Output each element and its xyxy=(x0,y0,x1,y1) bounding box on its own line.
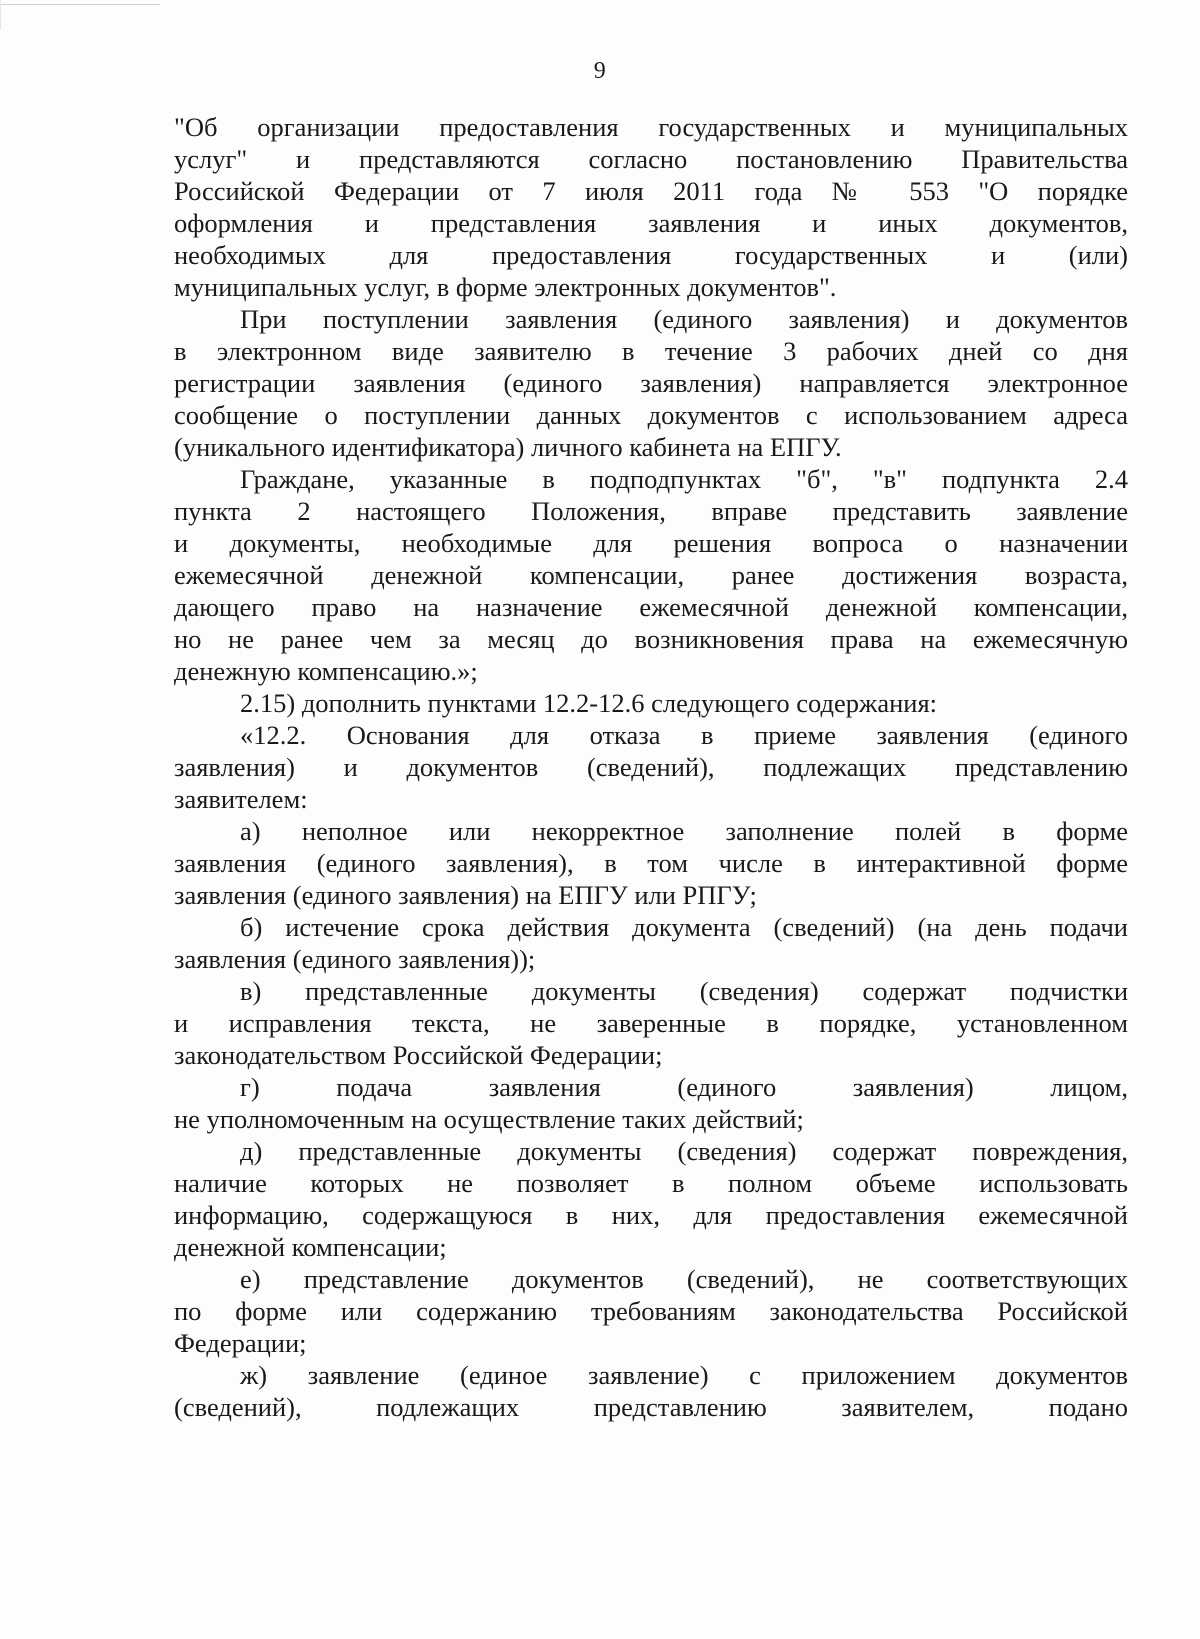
text-line: д) представленные документы (сведения) содержат повреждения, xyxy=(240,1136,1128,1166)
text-line: г) подача заявления (единого заявления) лицом, xyxy=(240,1072,1128,1102)
text-line: денежной компенсации; xyxy=(174,1232,447,1262)
text-line: е) представление документов (сведений), не соответствующих xyxy=(240,1264,1128,1294)
text-line: заявления (единого заявления), в том числе в интерактивной форме xyxy=(174,848,1128,878)
text-line: оформления и представления заявления и иных документов, xyxy=(174,208,1128,238)
text-line: заявления (единого заявления)); xyxy=(174,944,536,974)
text-line: ежемесячной денежной компенсации, ранее достижения возраста, xyxy=(174,560,1128,590)
text-line: ж) заявление (единое заявление) с приложением документов xyxy=(240,1360,1128,1390)
text-line: и исправления текста, не заверенные в порядке, установленном xyxy=(174,1008,1128,1038)
text-line: услуг" и представляются согласно постановлению Правительства xyxy=(174,144,1128,174)
text-line: сообщение о поступлении данных документов с использованием адреса xyxy=(174,400,1128,430)
text-line: Федерации; xyxy=(174,1328,307,1358)
text-line: информацию, содержащуюся в них, для предоставления ежемесячной xyxy=(174,1200,1128,1230)
text-line: по форме или содержанию требованиям законодательства Российской xyxy=(174,1296,1128,1326)
text-line: необходимых для предоставления государственных и (или) xyxy=(174,240,1128,270)
text-line: Российской Федерации от 7 июля 2011 года № 553 "О порядке xyxy=(174,176,1128,206)
text-line: б) истечение срока действия документа (сведений) (на день подачи xyxy=(240,912,1128,942)
scan-edge-mark xyxy=(0,4,160,5)
text-line: регистрации заявления (единого заявления) направляется электронное xyxy=(174,368,1128,398)
text-line: При поступлении заявления (единого заявления) и документов xyxy=(240,304,1128,334)
document-body xyxy=(174,111,1128,1423)
text-line: дающего право на назначение ежемесячной денежной компенсации, xyxy=(174,592,1128,622)
text-line: (уникального идентификатора) личного кабинета на ЕПГУ. xyxy=(174,432,842,462)
text-line: законодательством Российской Федерации; xyxy=(174,1040,663,1070)
text-line: а) неполное или некорректное заполнение полей в форме xyxy=(240,816,1128,846)
text-line: заявителем: xyxy=(174,784,308,814)
text-line: наличие которых не позволяет в полном объеме использовать xyxy=(174,1168,1128,1198)
text-line: в электронном виде заявителю в течение 3 рабочих дней со дня xyxy=(174,336,1128,366)
text-line: Граждане, указанные в подподпунктах "б", "в" подпункта 2.4 xyxy=(240,464,1128,494)
text-line: заявления (единого заявления) на ЕПГУ или РПГУ; xyxy=(174,880,757,910)
text-line: денежную компенсацию.»; xyxy=(174,656,478,686)
text-line: 2.15) дополнить пунктами 12.2-12.6 следующего содержания: xyxy=(240,688,938,718)
text-line: "Об организации предоставления государственных и муниципальных xyxy=(174,112,1128,142)
scan-edge-mark-vertical xyxy=(0,0,1,30)
text-line: (сведений), подлежащих представлению заявителем, подано xyxy=(174,1392,1128,1422)
text-line: муниципальных услуг, в форме электронных документов". xyxy=(174,272,837,302)
text-line: не уполномоченным на осуществление таких действий; xyxy=(174,1104,804,1134)
text-line: пункта 2 настоящего Положения, вправе представить заявление xyxy=(174,496,1128,526)
text-line: и документы, необходимые для решения вопроса о назначении xyxy=(174,528,1128,558)
text-line: «12.2. Основания для отказа в приеме заявления (единого xyxy=(240,720,1128,750)
text-line: в) представленные документы (сведения) содержат подчистки xyxy=(240,976,1128,1006)
page-number: 9 xyxy=(593,58,607,84)
text-line: но не ранее чем за месяц до возникновения права на ежемесячную xyxy=(174,624,1128,654)
text-line: заявления) и документов (сведений), подлежащих представлению xyxy=(174,752,1128,782)
